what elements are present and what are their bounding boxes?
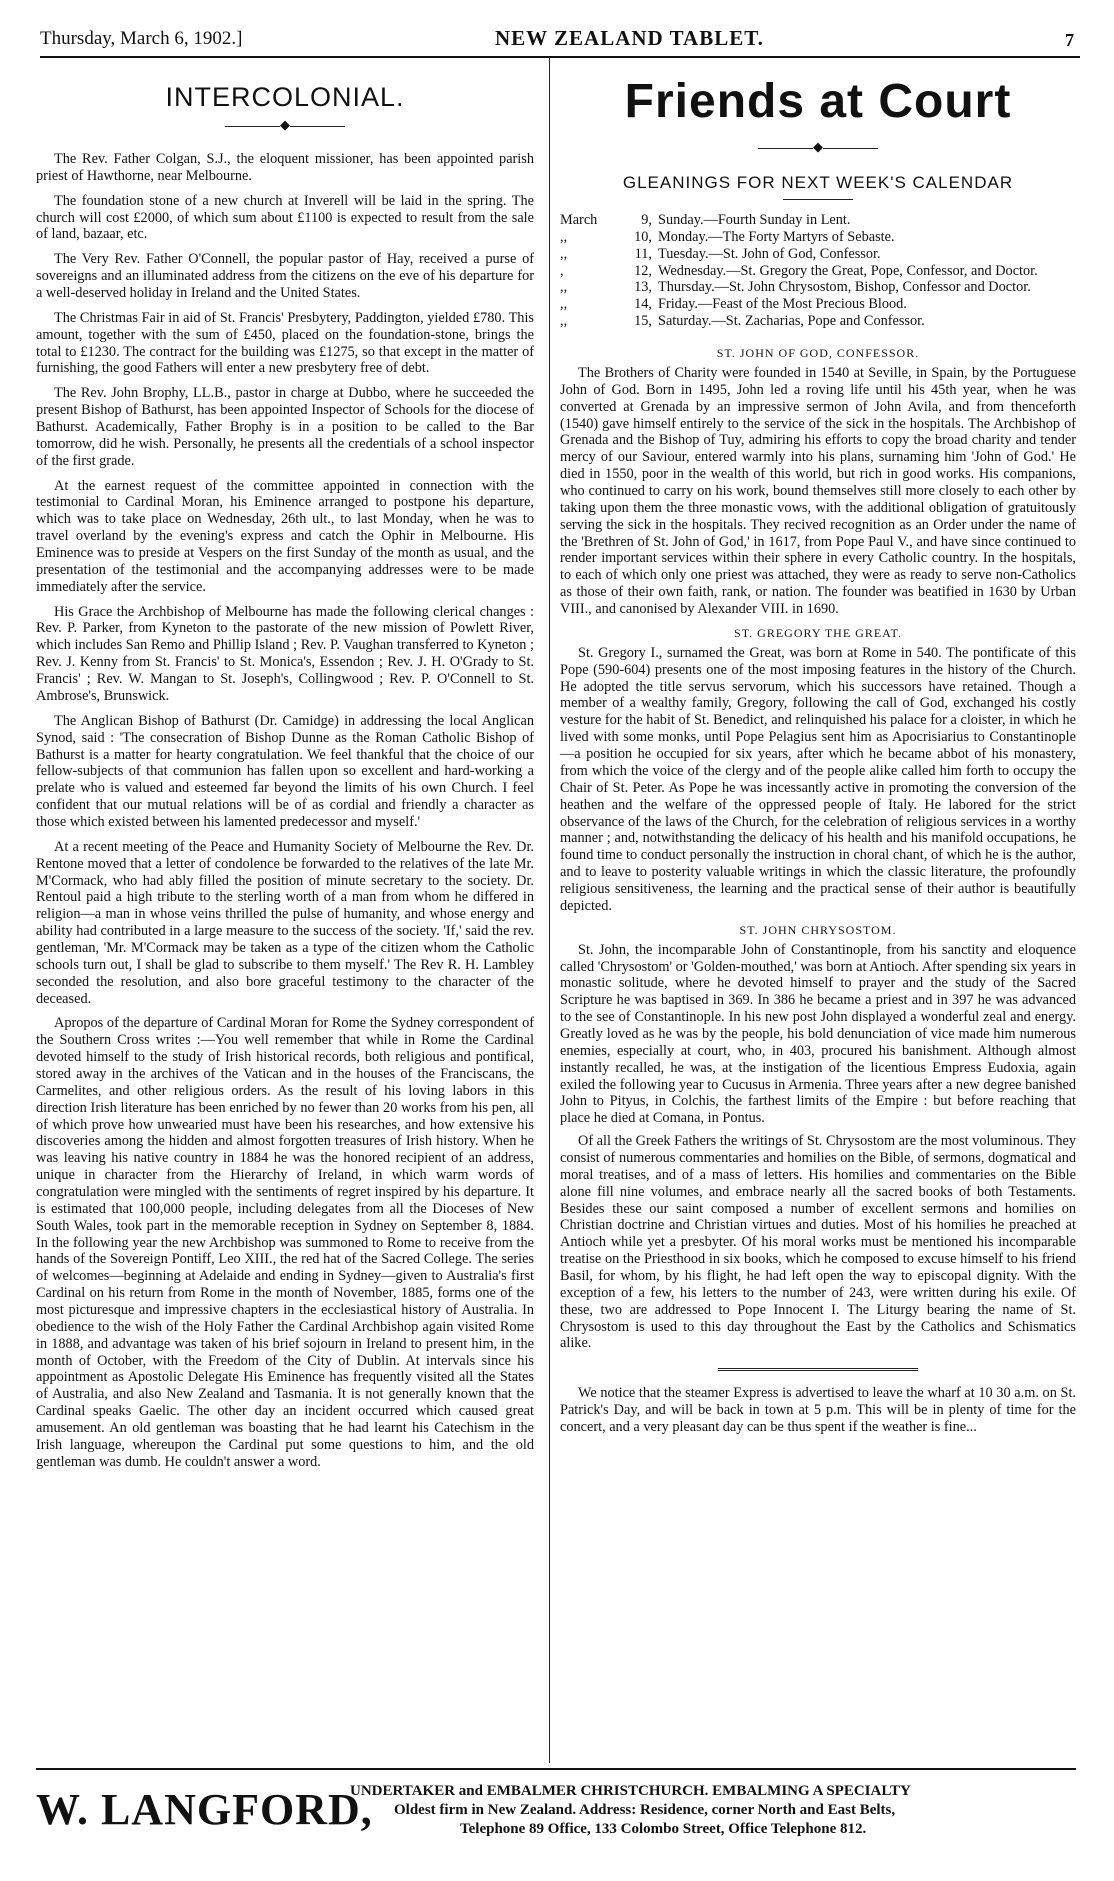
calendar-entry: , 12, Wednesday.—St. Gregory the Great, Pope, Confessor, and Doctor. xyxy=(560,262,1038,279)
article-paragraph: St. John, the incomparable John of Constantinople, from his sanctity and eloquence called 'Chrysostom' or 'Golden-mouthed,' was born at Antioch. After spending six years in monastic solitude, where he devoted himself to prayer and the study of the Sacred Scripture he was baptised in 369. In 386 he became a priest and in 397 he was advanced to the see of Constantinople. In his new post John displayed a wonderful zeal and energy. Greatly loved as he was by the people, his bold denunciation of vice made him numerous enemies, especially at court, who, in 403, procured his banishment. Although almost instantly recalled, he was, at the instigation of the licentious Empress Eudoxia, again exiled the following year to Cucusus in Armenia. Three years after a new degree banished John to Pityus, in Colchis, the farthest limits of the Empire : but before reaching that place he died at Comana, in Pontus. xyxy=(560,941,1076,1127)
double-rule xyxy=(718,1368,918,1371)
ad-line: UNDERTAKER and EMBALMER CHRISTCHURCH. EMBALMING A SPECIALTY xyxy=(350,1783,911,1799)
masthead xyxy=(40,22,1080,58)
article-paragraph: The foundation stone of a new church at Inverell will be laid in the spring. The church will cost £2000, of which sum about £1100 is expected to result from the sale of land, bazaar, etc. xyxy=(36,192,534,243)
article-paragraph: The Rev. John Brophy, LL.B., pastor in charge at Dubbo, where he succeeded the present Bishop of Bathurst, has been appointed Inspector of Schools for the diocese of Bathurst. Academically, Father Brophy is in a position to be called to the Bar tomorrow, did he wish. Personally, he presents all the credentials of a school inspector of the first grade. xyxy=(36,385,534,469)
calendar-list xyxy=(560,212,1076,330)
section-heading-friends-at-court: Friends at Court xyxy=(624,75,1012,128)
calendar-entry: ,, 15, Saturday.—St. Zacharias, Pope and Confessor. xyxy=(560,313,925,330)
article-paragraph: Of all the Greek Fathers the writings of St. Chrysostom are the most voluminous. They consist of numerous commentaries and homilies on the Bible, of sermons, dogmatical and moral treatises, and of a mass of letters. His homilies and commentaries on the Bible alone fill nine volumes, and embrace nearly all the sacred books of both Testaments. Besides these our saint composed a number of excellent sermons and homilies on Christian doctrine and Christian virtues and duties. Most of his homilies he preached at Antioch while yet a presbyter. Of his moral works must be mentioned his incomparable treatise on the Priesthood in six books, which he composed to excuse himself to his friend Basil, for whom, by his flight, he had left open the way to episcopal dignity. With the exception of a few, his letters to the number of 243, were written during his exile. Of these, two are addressed to Pope Innocent I. The Liturgy bearing the name of St. Chrysostom is used to this day throughout the East by the Catholics and Schismatics alike. xyxy=(560,1133,1076,1352)
right-column xyxy=(560,70,1076,1442)
article-paragraph: The Very Rev. Father O'Connell, the popular pastor of Hay, received a purse of sovereigns and an illuminated address from the citizens on the eve of his departure for a well-deserved holiday in Ireland and the United States. xyxy=(36,251,534,302)
calendar-entry: ,, 11, Tuesday.—St. John of God, Confessor. xyxy=(560,245,881,262)
section-heading-intercolonial: INTERCOLONIAL. xyxy=(165,82,405,112)
ornament-divider: ◆ xyxy=(560,139,1076,155)
article-paragraph: The Brothers of Charity were founded in 1540 at Seville, in Spain, by the Portuguese John of God. Born in 1495, John led a roving life until his 45th year, when he was converted at Grenada by an impressive sermon of John Avila, and from thenceforth (1540) gave himself entirely to the service of the sick in the hospitals. The Archbishop of Grenada and the Bishop of Tuy, admiring his efforts to copy the broad charity and tender mercy of our Saviour, entered warmly into his plans, surnaming him 'John of God.' He died in 1550, poor in the wealth of this world, but rich in good works. His companions, who continued to carry on his work, bound themselves still more closely to each other by taking upon them the three monastic vows, with the additional obligation of gratuitously serving the sick in the hospitals. They recived recognition as an Order under the name of the 'Brethren of St. John of God,' in 1617, from Pope Paul V., and have since continued to render important services within their sphere in every Catholic country. In the hospitals, to each of which only one priest was attached, they were as ready to serve non-Catholics as those of their own faith, rank, or nation. The founder was beatified in 1630 by Urban VIII., and canonised by Alexander VIII. in 1690. xyxy=(560,365,1076,618)
subsection-title: ST. JOHN CHRYSOSTOM. xyxy=(739,922,897,937)
calendar-subheading: GLEANINGS FOR NEXT WEEK'S CALENDAR xyxy=(622,173,1014,192)
article-paragraph: At a recent meeting of the Peace and Humanity Society of Melbourne the Rev. Dr. Rentone moved that a letter of condolence be forwarded to the relatives of the late Mr. M'Cormack, who had ably filled the position of minute secretary to the society. Dr. Rentoul paid a high tribute to the sterling worth of a man from whom he differed in religion—a man in whose veins thrilled the pulse of humanity, and whose energy and ability had contributed in a large measure to the success of the society. 'If,' said the rev. gentleman, 'Mr. M'Cormack may be taken as a type of the citizen whom the Catholic schools turn out, I shall be glad to subscribe to them myself.' The Rev R. H. Lambley seconded the resolution, and also bore graceful testimony to the character of the deceased. xyxy=(36,838,534,1007)
column-divider xyxy=(549,58,550,1763)
article-paragraph: St. Gregory I., surnamed the Great, was born at Rome in 540. The pontificate of this Pope (590-604) presents one of the most imposing features in the history of the Church. He adopted the title servus servorum, which his successors have retained. Though a member of a wealthy family, Gregory, following the call of God, exchanged his costly vesture for the habit of St. Benedict, and relinquished his palace for a cloister, in which he lived with some monks, until Pope Pelagius sent him as Apocrisiarius to Constantinople—a position he occupied for six years, after which he became abbot of his monastery, from which the voice of the clergy and of the people alike called him forth to occupy the Chair of St. Peter. As Pope he was incessantly active in promoting the conversion of the heathen and the welfare of the oppressed people of Italy. He labored for the strict observance of the laws of the Church, for the celebration of religious services in a worthy manner ; and, notwithstanding the delicacy of his health and his manifold occupations, he found time to conduct personally the instruction in choral chant, of which he is the author, and to leave to posterity valuable writings in which the classic literature, the profoundly religious sensitiveness, the learning and the practical sense of their author is beautifully depicted. xyxy=(560,644,1076,914)
article-paragraph: The Rev. Father Colgan, S.J., the eloquent missioner, has been appointed parish priest of Hawthorne, near Melbourne. xyxy=(36,151,534,184)
article-paragraph: The Christmas Fair in aid of St. Francis' Presbytery, Paddington, yielded £780. This amount, together with the sum of £450, placed on the foundation-stone, brings the total to £1230. The contract for the building was £1275, so that except in the matter of furnishing, the good Fathers will enter a new presbytery free of debt. xyxy=(36,309,534,377)
article-paragraph: Apropos of the departure of Cardinal Moran for Rome the Sydney correspondent of the Southern Cross writes :—You well remember that while in Rome the Cardinal devoted himself to the study of Irish historical records, both religious and pontifical, stored away in the archives of the Vatican and in the houses of the Franciscans, the Carmelites, and other religious orders. As the result of his loving labors in this direction Irish literature has been enriched by no fewer than 20 works from his pen, all of which prove how unwearied must have been his researches, and how extensive his discoveries among the hidden and almost forgotten treasures of Irish history. When he was leaving his native country in 1884 he was the honored recipient of an address, unique in character from the Hierarchy of Ireland, in which warm words of congratulation were mingled with the sentiments of regret inspired by his departure. It is estimated that 100,000 people, including delegates from all the Dioceses of New South Wales, took part in the memorable reception in Sydney on September 8, 1884. In the following year the new Archbishop was summoned to Rome to receive from the hands of the Sovereign Pontiff, Leo XIII., the red hat of the Sacred College. The series of welcomes—beginning at Adelaide and ending in Sydney—given to Australia's first Cardinal on his return from Rome in the month of November, 1885, forms one of the most picturesque and impressive chapters in the ecclesiastical history of Australia. In obedience to the wish of the Holy Father the Cardinal Archbishop again visited Rome in 1888, and advantage was taken of his brief sojourn in Ireland to present him, in the month of October, with the Freedom of the City of Dublin. At intervals since his appointment as Apostolic Delegate His Eminence has frequently visited all the States of Australia, and also New Zealand and Tasmania. It is not generally known that the Cardinal speaks Gaelic. The other day an incident occurred which caused great amusement. An old gentleman was boasting that he had learnt his Catechism in the Irish language, whereupon the Cardinal put some questions to him, and the old gentleman was dumb. He couldn't answer a word. xyxy=(36,1015,534,1470)
article-paragraph: At the earnest request of the committee appointed in connection with the testimonial to Cardinal Moran, his Eminence arranged to postpone his departure, which was to take place on Wednesday, 26th ult., to last Monday, when he was to travel overland by the evening's express and catch the Ophir in Melbourne. His Eminence was to preside at Vespers on the first Sunday of the month as usual, and the presentation of the testimonial and the accompanying addresses were to be made immediately after the service. xyxy=(36,477,534,595)
ad-line: Oldest firm in New Zealand. Address: Residence, corner North and East Belts, xyxy=(394,1801,896,1818)
short-rule xyxy=(783,199,853,200)
masthead-title: NEW ZEALAND TABLET. xyxy=(495,26,764,50)
advertisement-text xyxy=(350,1782,911,1838)
advertisement-banner xyxy=(36,1768,1076,1870)
ad-line: Telephone 89 Office, 133 Colombo Street, Office Telephone 812. xyxy=(460,1820,867,1837)
calendar-entry: ,, 10, Monday.—The Forty Martyrs of Sebaste. xyxy=(560,228,895,245)
notice-paragraph: We notice that the steamer Express is advertised to leave the wharf at 10 30 a.m. on St. Patrick's Day, and will be back in town at 5 p.m. This will be in plenty of time for the concert, and a very pleasant day can be thus spent if the weather is fine... xyxy=(560,1385,1076,1435)
calendar-entry: ,, 14, Friday.—Feast of the Most Precious Blood. xyxy=(560,296,907,313)
advertiser-name: W. LANGFORD, xyxy=(36,1785,373,1834)
article-paragraph: His Grace the Archbishop of Melbourne has made the following clerical changes : Rev. P. Parker, from Kyneton to the pastorate of the new mission of Powlett River, which includes San Remo and Phillip Island ; Rev. P. Vaughan transferred to Kyneton ; Rev. J. Kenny from St. Francis' to St. Monica's, Essendon ; Rev. J. H. O'Grady to St. Francis' ; Rev. W. Mangan to St. Joseph's, Collingwood ; Rev. P. O'Connell to St. Ambrose's, Brunswick. xyxy=(36,603,534,704)
left-column xyxy=(36,70,534,1479)
subsection-title: ST. JOHN OF GOD, CONFESSOR. xyxy=(716,346,920,361)
masthead-date: Thursday, March 6, 1902.] xyxy=(40,28,243,49)
article-paragraph: The Anglican Bishop of Bathurst (Dr. Camidge) in addressing the local Anglican Synod, said : 'The consecration of Bishop Dunne as the Roman Catholic Bishop of Bathurst is a matter for hearty congratulation. We feel thankful that the choice of our fellow-subjects of that communion has fallen upon so excellent and hard-working a prelate who is valued and esteemed far beyond the limits of his own Church. I feel confident that our mutual relations will be of as cordial and friendly a character as those which existed between his lamented predecessor and myself.' xyxy=(36,712,534,830)
ornament-divider: ◆ xyxy=(36,117,534,133)
calendar-entry: ,, 13, Thursday.—St. John Chrysostom, Bishop, Confessor and Doctor. xyxy=(560,279,1031,296)
calendar-entry: March 9, Sunday.—Fourth Sunday in Lent. xyxy=(560,212,851,228)
page-number: 7 xyxy=(1065,30,1074,50)
subsection-title: ST. GREGORY THE GREAT. xyxy=(734,625,902,640)
